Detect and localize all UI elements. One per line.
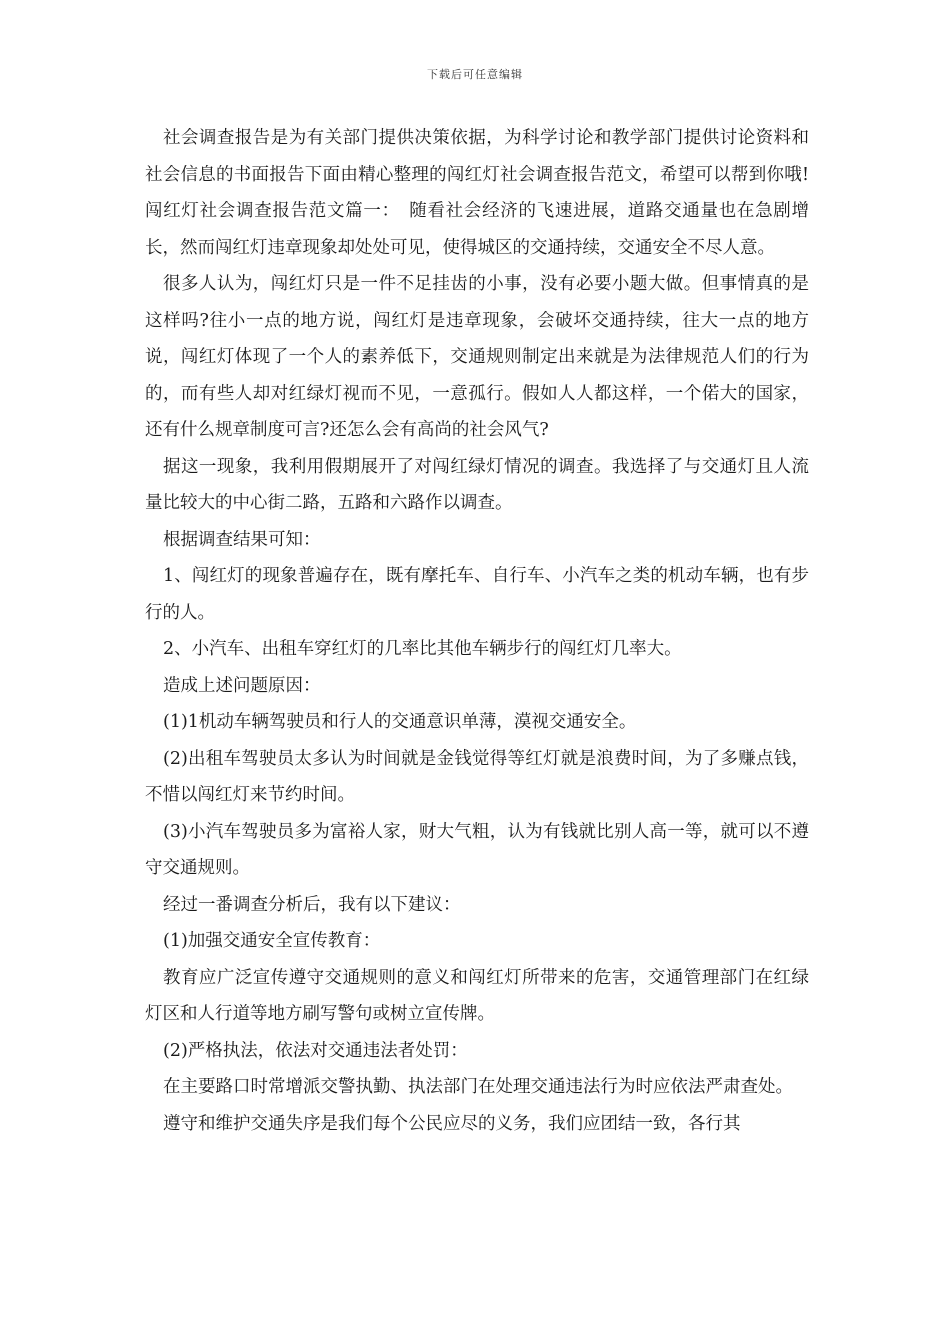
page-header: 下载后可任意编辑 <box>427 68 523 81</box>
paragraph-survey: 据这一现象，我利用假期展开了对闯红绿灯情况的调查。我选择了与交通灯且人流量比较大的中心街二路，五路和六路作以调查。 <box>145 456 809 513</box>
paragraph-causes-heading: 造成上述问题原因： <box>163 675 321 696</box>
paragraph-suggestion-1-body: 教育应广泛宣传遵守交通规则的意义和闯红灯所带来的危害，交通管理部门在红绿灯区和人行道等地方刷写警句或树立宣传牌。 <box>145 967 809 1024</box>
document-body <box>145 120 844 1142</box>
paragraph-opinion: 很多人认为，闯红灯只是一件不足挂齿的小事，没有必要小题大做。但事情真的是这样吗?往小一点的地方说，闯红灯是违章现象，会破坏交通持续，往大一点的地方说，闯红灯体现了一个人的素养低下，交通规则制定出来就是为法律规范人们的行为的，而有些人却对红绿灯视而不见，一意孤行。假如人人都这样，一个偌大的国家，还有什么规章制度可言?还怎么会有高尚的社会风气? <box>145 274 809 440</box>
paragraph-suggestion-2-body: 在主要路口时常增派交警执勤、执法部门在处理交通违法行为时应依法严肃查处。 <box>163 1077 793 1097</box>
paragraph-result-2: 2、小汽车、出租车穿红灯的几率比其他车辆步行的闯红灯几率大。 <box>163 639 682 659</box>
paragraph-intro: 社会调查报告是为有关部门提供决策依据，为科学讨论和教学部门提供讨论资料和社会信息的书面报告下面由精心整理的闯红灯社会调查报告范文，希望可以帮到你哦! 闯红灯社会调查报告范文篇一： 随看社会经济的飞速进展，道路交通量也在急剧增长，然而闯红灯违章现象却处处可见，使得城区的交通持续，交通安全不尽人意。 <box>145 128 844 258</box>
paragraph-suggestion-2-title: (2)严格执法，依法对交通违法者处罚： <box>163 1040 468 1061</box>
paragraph-suggestions-heading: 经过一番调查分析后，我有以下建议： <box>163 894 461 915</box>
paragraph-cause-2: (2)出租车驾驶员太多认为时间就是金钱觉得等红灯就是浪费时间，为了多赚点钱，不惜以闯红灯来节约时间。 <box>145 748 809 805</box>
paragraph-cause-3: (3)小汽车驾驶员多为富裕人家，财大气粗，认为有钱就比别人高一等，就可以不遵守交通规则。 <box>145 821 809 878</box>
paragraph-cause-1: (1)1机动车辆驾驶员和行人的交通意识单薄，漠视交通安全。 <box>163 712 637 732</box>
paragraph-conclusion: 遵守和维护交通失序是我们每个公民应尽的义务，我们应团结一致，各行其 <box>163 1113 741 1134</box>
paragraph-suggestion-1-title: (1)加强交通安全宣传教育： <box>163 931 381 951</box>
paragraph-result-1: 1、闯红灯的现象普遍存在，既有摩托车、自行车、小汽车之类的机动车辆，也有步行的人。 <box>145 566 809 623</box>
paragraph-results-heading: 根据调查结果可知： <box>163 529 321 550</box>
